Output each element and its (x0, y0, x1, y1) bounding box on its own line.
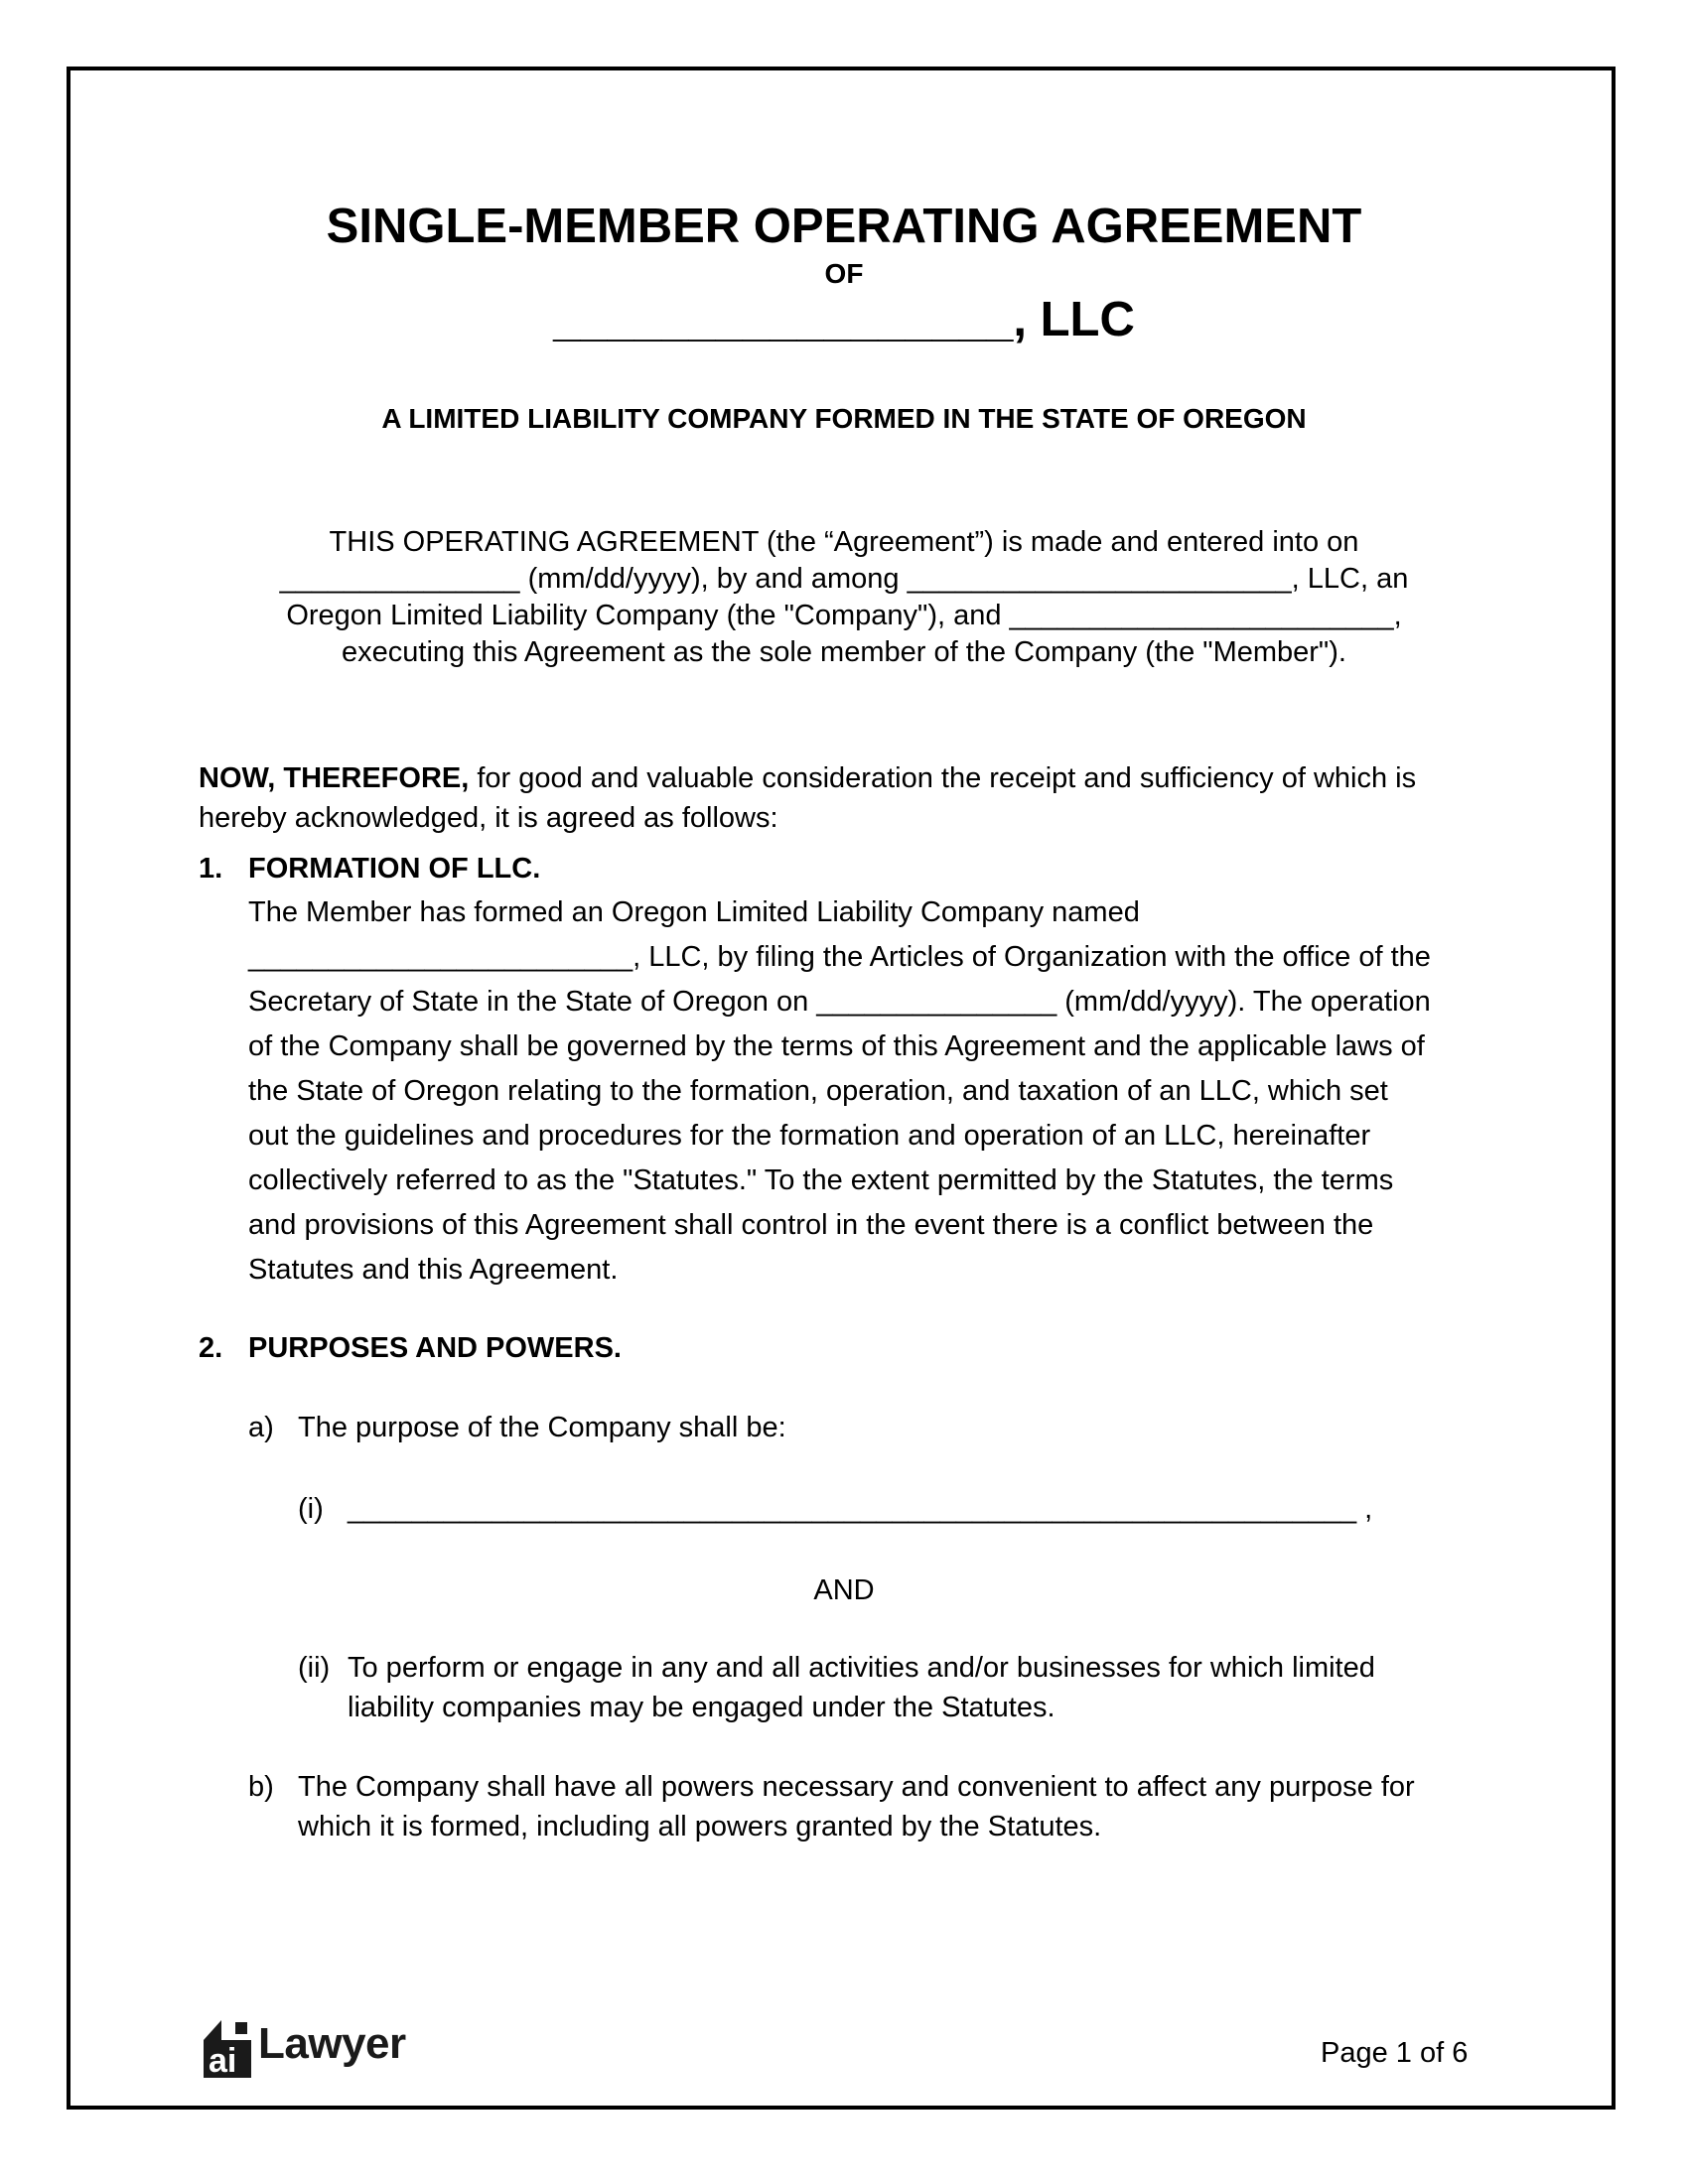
company-name-line: _________________, LLC (553, 293, 1135, 346)
now-therefore-text: for good and valuable consideration the receipt and sufficiency of which is hereby acknowledged, it is agreed as follows: (199, 762, 1417, 834)
section-1-heading (0, 849, 1688, 888)
section-1-line: the State of Oregon relating to the formation, operation, and taxation of an LLC, which set (248, 1075, 1388, 1107)
document-of: OF (824, 258, 864, 289)
logo-mark-text: ai (209, 2042, 237, 2080)
section-2b-line: The Company shall have all powers necessary and convenient to affect any purpose for (298, 1771, 1415, 1803)
section-1-line: collectively referred to as the "Statutes." To the extent permitted by the Statutes, the terms (248, 1164, 1394, 1196)
section-1-line: Secretary of State in the State of Oregon on _______________ (mm/dd/yyyy). The operation (248, 986, 1431, 1018)
section-2b-line: which it is formed, including all powers granted by the Statutes. (298, 1811, 1102, 1843)
section-2a-i-label: (i) (298, 1493, 324, 1525)
section-2a-text: The purpose of the Company shall be: (298, 1412, 786, 1443)
section-2b-label: b) (248, 1771, 274, 1803)
section-2a-ii-line: To perform or engage in any and all activities and/or businesses for which limited (348, 1652, 1375, 1684)
section-1-number: 1. (199, 853, 223, 885)
section-1-line: Statutes and this Agreement. (248, 1254, 619, 1286)
intro-line: executing this Agreement as the sole member of the Company (the "Member"). (342, 636, 1346, 668)
section-2a-ii (0, 1648, 1688, 1727)
section-2a-label: a) (248, 1412, 274, 1443)
section-2b (0, 1767, 1688, 1846)
section-2a-i (0, 1489, 1688, 1529)
section-1-body (248, 890, 1529, 1293)
page-number: Page 1 of 6 (1321, 2037, 1469, 2069)
logo-text: Lawyer (258, 2019, 406, 2068)
section-1-line: of the Company shall be governed by the terms of this Agreement and the applicable laws of (248, 1030, 1425, 1062)
and-separator: AND (813, 1574, 875, 1606)
section-1-line: and provisions of this Agreement shall control in the event there is a conflict between the (248, 1209, 1374, 1241)
section-2-number: 2. (199, 1332, 223, 1364)
section-1-line: ________________________, LLC, by filing the Articles of Organization with the office of the (248, 941, 1431, 973)
section-1-title: FORMATION OF LLC. (248, 853, 541, 885)
section-2a (0, 1408, 1688, 1447)
now-therefore-bold: NOW, THEREFORE, (199, 762, 470, 794)
intro-line: _______________ (mm/dd/yyyy), by and among ________________________, LLC, an (279, 563, 1409, 595)
section-1-line: The Member has formed an Oregon Limited Liability Company named (248, 896, 1140, 928)
intro-line: THIS OPERATING AGREEMENT (the “Agreement”) is made and entered into on (329, 526, 1359, 558)
section-2-heading (0, 1328, 1688, 1368)
now-therefore-paragraph (199, 758, 1509, 838)
document-subtitle: A LIMITED LIABILITY COMPANY FORMED IN THE STATE OF OREGON (381, 403, 1307, 434)
document-title: SINGLE-MEMBER OPERATING AGREEMENT (326, 200, 1362, 253)
intro-line: Oregon Limited Liability Company (the "Company"), and ________________________, (286, 600, 1402, 631)
section-1-line: out the guidelines and procedures for the formation and operation of an LLC, hereinafter (248, 1120, 1371, 1152)
purpose-blank-field: _______________________________________________________________ , (348, 1493, 1373, 1525)
ailawyer-logo (204, 2010, 422, 2080)
section-2a-ii-line: liability companies may be engaged under the Statutes. (348, 1692, 1055, 1723)
ai-logo-mark-icon (204, 2010, 255, 2080)
section-2-title: PURPOSES AND POWERS. (248, 1332, 622, 1364)
section-2a-ii-label: (ii) (298, 1652, 331, 1684)
intro-paragraph (0, 524, 1688, 671)
